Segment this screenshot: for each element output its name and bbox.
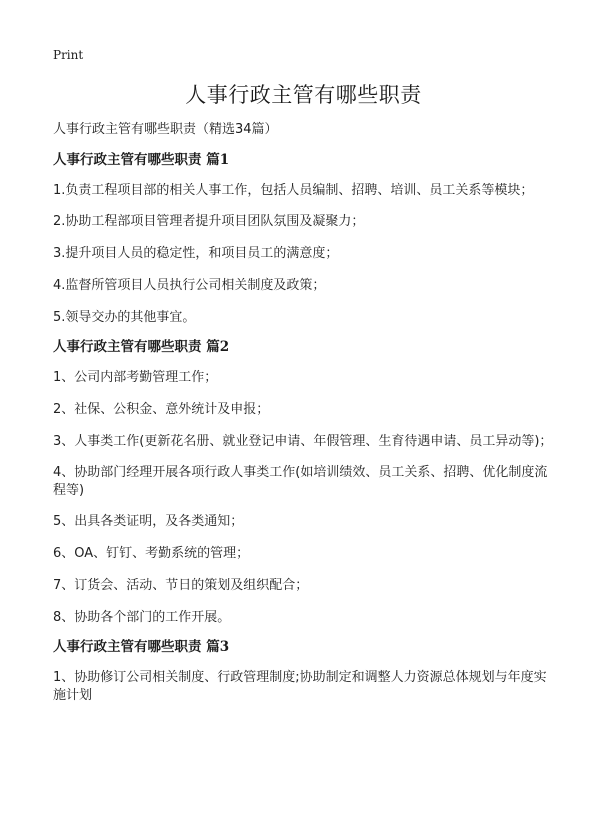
list-item: 2、社保、公积金、意外统计及申报； <box>53 402 270 417</box>
list-item: 5、出具各类证明，及各类通知； <box>53 514 244 529</box>
list-item: 4、协助部门经理开展各项行政人事类工作(如培训绩效、员工关系、招聘、优化制度流程等) <box>53 465 548 498</box>
list-item: 4.监督所管项目人员执行公司相关制度及政策； <box>53 278 326 293</box>
section-2 <box>53 336 554 627</box>
list-item: 1.负责工程项目部的相关人事工作，包括人员编制、招聘、培训、员工关系等模块； <box>53 183 534 198</box>
section-3 <box>53 636 554 705</box>
document-subtitle: 人事行政主管有哪些职责（精选34篇） <box>53 122 278 137</box>
section-heading: 人事行政主管有哪些职责 篇2 <box>53 339 230 355</box>
list-item: 1、公司内部考勤管理工作； <box>53 370 218 385</box>
section-1 <box>53 149 554 327</box>
list-item: 5.领导交办的其他事宜。 <box>53 310 196 325</box>
list-item: 3、人事类工作(更新花名册、就业登记申请、年假管理、生育待遇申请、员工异动等)； <box>53 434 553 449</box>
list-item: 3.提升项目人员的稳定性，和项目员工的满意度； <box>53 246 339 261</box>
list-item: 6、OA、钉钉、考勤系统的管理； <box>53 546 250 561</box>
list-item: 8、协助各个部门的工作开展。 <box>53 610 231 625</box>
section-heading: 人事行政主管有哪些职责 篇3 <box>53 639 230 655</box>
section-heading: 人事行政主管有哪些职责 篇1 <box>53 152 230 168</box>
print-link[interactable]: Print <box>53 48 84 62</box>
page-title: 人事行政主管有哪些职责 <box>185 83 422 107</box>
list-item: 2.协助工程部项目管理者提升项目团队氛围及凝聚力； <box>53 214 365 229</box>
list-item: 1、协助修订公司相关制度、行政管理制度;协助制定和调整人力资源总体规划与年度实施计划 <box>53 670 547 703</box>
list-item: 7、订货会、活动、节日的策划及组织配合； <box>53 578 309 593</box>
